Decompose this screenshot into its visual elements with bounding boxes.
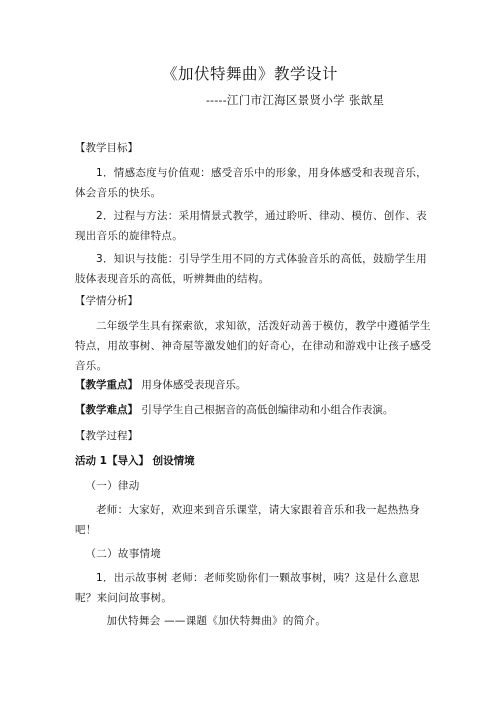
difficulty-point bbox=[75, 400, 445, 420]
goals-item-2 bbox=[75, 206, 435, 246]
sub2-text bbox=[75, 568, 435, 608]
paragraph: （二）故事情境 bbox=[85, 548, 162, 560]
sub-heading-2 bbox=[75, 544, 435, 564]
analysis-heading: 【学情分析】 bbox=[75, 295, 138, 307]
sub1-text bbox=[75, 500, 435, 540]
paragraph: 老师：大家好，欢迎来到音乐课堂，请大家跟着音乐和我一起热热身吧！ bbox=[75, 504, 420, 536]
paragraph: 1．情感态度与价值观：感受音乐中的形象，用身体感受和表现音乐，体会音乐的快乐。 bbox=[75, 167, 427, 199]
document-title: 《加伏特舞曲》教学设计 bbox=[161, 65, 338, 83]
paragraph: 3．知识与技能：引导学生用不同的方式体验音乐的高低，鼓励学生用肢体表现音乐的高低，听辨舞曲的结构。 bbox=[75, 253, 427, 285]
paragraph: 加伏特舞会 ——课题《加伏特舞曲》的简介。 bbox=[106, 615, 327, 627]
author-line: -----江门市江海区景贤小学 张歆星 bbox=[206, 93, 385, 107]
activity-heading: 活动 1【导入】 创设情境 bbox=[75, 455, 195, 467]
sub-heading-1 bbox=[75, 476, 435, 496]
goals-item-1 bbox=[75, 163, 435, 203]
paragraph: （一）律动 bbox=[85, 480, 140, 492]
paragraph: 1．出示故事树 老师：老师奖励你们一颗故事树，咦？这是什么意思呢？来问问故事树。 bbox=[75, 572, 420, 604]
sub2-line bbox=[75, 611, 435, 631]
difficulty-text: 引导学生自己根据音的高低创编律动和小组合作表演。 bbox=[138, 404, 394, 416]
key-point bbox=[75, 375, 445, 395]
paragraph: 2．过程与方法：采用情景式教学，通过聆听、律动、模仿、创作、表现出音乐的旋律特点。 bbox=[75, 210, 427, 242]
process-heading: 【教学过程】 bbox=[75, 430, 138, 442]
goals-heading: 【教学目标】 bbox=[75, 142, 138, 154]
paragraph: 二年级学生具有探索欲，求知欲，活泼好动善于模仿，教学中遵循学生特点，用故事树、神奇屋等激发她们的好奇心，在律动和游戏中让孩子感受音乐。 bbox=[75, 320, 432, 372]
goals-item-3 bbox=[75, 249, 435, 289]
key-heading: 【教学重点】 bbox=[75, 379, 138, 391]
analysis-text bbox=[75, 316, 435, 376]
difficulty-heading: 【教学难点】 bbox=[75, 404, 138, 416]
key-text: 用身体感受表现音乐。 bbox=[138, 379, 247, 391]
